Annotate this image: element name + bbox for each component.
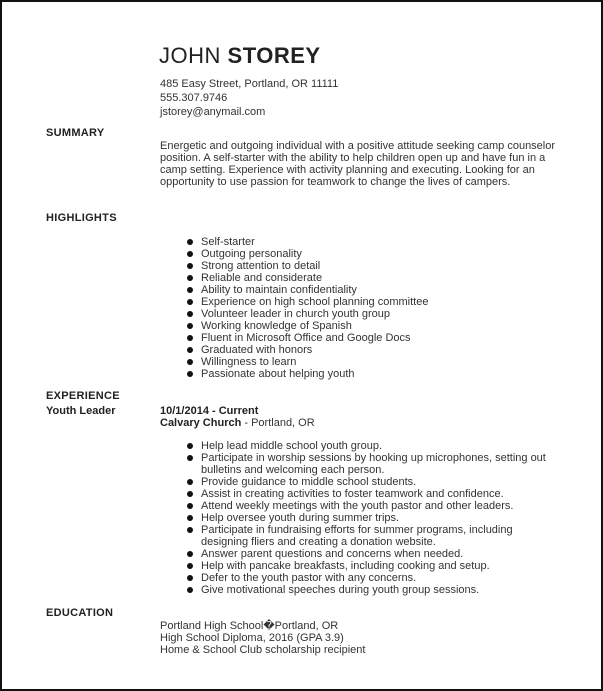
highlights-list [187,236,428,380]
list-item: Self-starter [187,236,428,248]
list-item: Participate in fundraising efforts for summer programs, including designing fliers and creating a donation website. [187,524,557,548]
phone: 555.307.9746 [160,92,228,104]
list-item: Graduated with honors [187,344,428,356]
job-title: Youth Leader [46,405,116,417]
list-item: Attend weekly meetings with the youth pastor and other leaders. [187,500,557,512]
list-item: Working knowledge of Spanish [187,320,428,332]
last-name: STOREY [227,43,321,68]
list-item: Answer parent questions and concerns when needed. [187,548,557,560]
summary-heading: SUMMARY [46,127,105,139]
first-name: JOHN [159,43,221,68]
job-organization [160,417,315,429]
contact-info [160,77,338,119]
organization-location: - Portland, OR [241,417,315,429]
highlights-heading: HIGHLIGHTS [46,212,117,224]
school-line: Portland High School�Portland, OR [160,620,339,632]
list-item: Help lead middle school youth group. [187,440,557,452]
list-item: Provide guidance to middle school students. [187,476,557,488]
address: 485 Easy Street, Portland, OR 11111 [160,78,339,90]
experience-heading: EXPERIENCE [46,390,120,402]
experience-list [187,440,557,596]
education-details [160,620,365,656]
list-item: Defer to the youth pastor with any concerns. [187,572,557,584]
list-item: Fluent in Microsoft Office and Google Docs [187,332,428,344]
list-item: Passionate about helping youth [187,368,428,380]
list-item: Help with pancake breakfasts, including cooking and setup. [187,560,557,572]
diploma-line: High School Diploma, 2016 (GPA 3.9) [160,632,344,644]
job-dates: 10/1/2014 - Current [160,405,259,417]
list-item: Strong attention to detail [187,260,428,272]
list-item: Participate in worship sessions by hooking up microphones, setting out bulletins and welcoming each person. [187,452,557,476]
list-item: Ability to maintain confidentiality [187,284,428,296]
list-item: Help oversee youth during summer trips. [187,512,557,524]
list-item: Give motivational speeches during youth group sessions. [187,584,557,596]
list-item: Willingness to learn [187,356,428,368]
education-heading: EDUCATION [46,607,114,619]
summary-text: Energetic and outgoing individual with a positive attitude seeking camp counselor position. A self-starter with the ability to help children open up and have fun in a camp setting. Experience with activity planning and executing. Looking for an opportunity to use passion for teamwork to change the lives of campers. [160,140,556,188]
list-item: Volunteer leader in church youth group [187,308,428,320]
list-item: Assist in creating activities to foster teamwork and confidence. [187,488,557,500]
email: jstorey@anymail.com [160,106,266,118]
organization-name: Calvary Church [160,417,242,429]
list-item: Outgoing personality [187,248,428,260]
candidate-name [159,43,321,69]
list-item: Experience on high school planning committee [187,296,428,308]
award-line: Home & School Club scholarship recipient [160,644,366,656]
list-item: Reliable and considerate [187,272,428,284]
